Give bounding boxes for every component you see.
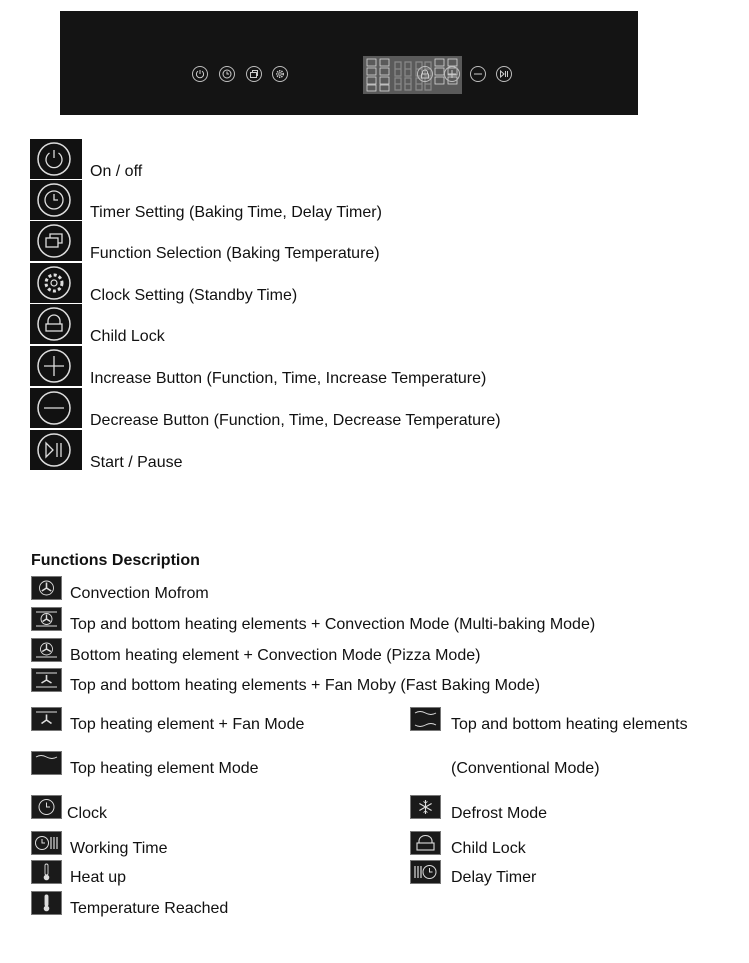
conventional-icon bbox=[410, 707, 441, 731]
play-pause-icon bbox=[30, 430, 82, 470]
heat-up-icon bbox=[31, 860, 62, 884]
control-label: Function Selection (Baking Temperature) bbox=[90, 245, 380, 262]
function-label: Defrost Mode bbox=[451, 805, 548, 822]
working-time-icon bbox=[31, 831, 62, 855]
clock-icon bbox=[31, 795, 62, 819]
defrost-icon bbox=[410, 795, 441, 819]
minus-icon bbox=[30, 388, 82, 428]
pizza-icon bbox=[31, 638, 62, 662]
function-label: Top and bottom heating elements bbox=[451, 716, 688, 733]
multi-baking-icon bbox=[31, 607, 62, 631]
timer-icon bbox=[30, 180, 82, 220]
control-label: Increase Button (Function, Time, Increase Temperature) bbox=[90, 370, 487, 387]
delay-timer-icon bbox=[410, 860, 441, 884]
temperature-reached-icon bbox=[31, 891, 62, 915]
function-label: Child Lock bbox=[451, 840, 526, 857]
minus-icon[interactable] bbox=[470, 66, 486, 82]
plus-icon bbox=[30, 346, 82, 386]
gear-icon bbox=[30, 263, 82, 303]
top-fan-icon bbox=[31, 707, 62, 731]
plus-icon[interactable] bbox=[444, 66, 460, 82]
function-label: (Conventional Mode) bbox=[451, 760, 600, 777]
fast-baking-icon bbox=[31, 668, 62, 692]
control-label: Clock Setting (Standby Time) bbox=[90, 287, 298, 304]
control-label: Decrease Button (Function, Time, Decrease Temperature) bbox=[90, 412, 501, 429]
control-label: Start / Pause bbox=[90, 454, 183, 471]
function-label: Top and bottom heating elements + Convection Mode (Multi-baking Mode) bbox=[70, 616, 596, 633]
lock-icon[interactable] bbox=[417, 66, 433, 82]
top-heat-icon bbox=[31, 751, 62, 775]
convection-icon bbox=[31, 576, 62, 600]
control-label: Timer Setting (Baking Time, Delay Timer) bbox=[90, 204, 382, 221]
function-label: Clock bbox=[67, 805, 108, 822]
control-label: Child Lock bbox=[90, 328, 165, 345]
control-panel bbox=[60, 11, 638, 115]
play-pause-icon[interactable] bbox=[496, 66, 512, 82]
function-label: Heat up bbox=[70, 869, 127, 886]
child-lock-icon bbox=[410, 831, 441, 855]
control-label: On / off bbox=[90, 163, 143, 180]
function-label: Convection Mofrom bbox=[70, 585, 209, 602]
gear-icon[interactable] bbox=[272, 66, 288, 82]
power-icon bbox=[30, 139, 82, 179]
functions-heading: Functions Description bbox=[31, 552, 200, 569]
function-label: Top and bottom heating elements + Fan Moby (Fast Baking Mode) bbox=[70, 677, 541, 694]
function-label: Top heating element Mode bbox=[70, 760, 259, 777]
function-label: Top heating element + Fan Mode bbox=[70, 716, 305, 733]
function-icon[interactable] bbox=[246, 66, 262, 82]
lock-icon bbox=[30, 304, 82, 344]
power-icon[interactable] bbox=[192, 66, 208, 82]
function-icon bbox=[30, 221, 82, 261]
function-label: Bottom heating element + Convection Mode (Pizza Mode) bbox=[70, 647, 481, 664]
function-label: Temperature Reached bbox=[70, 900, 229, 917]
function-label: Working Time bbox=[70, 840, 168, 857]
function-label: Delay Timer bbox=[451, 869, 537, 886]
timer-icon[interactable] bbox=[219, 66, 235, 82]
